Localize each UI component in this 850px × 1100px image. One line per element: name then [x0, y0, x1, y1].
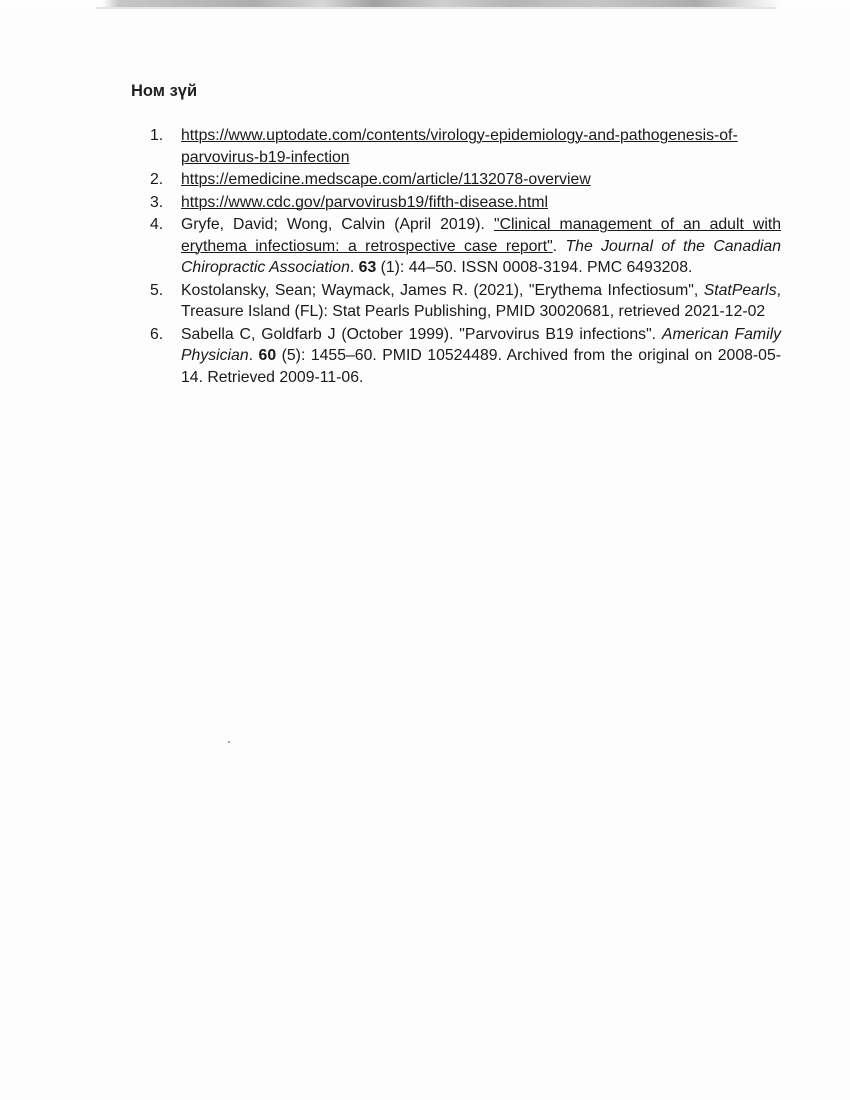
- reference-item-4: [150, 214, 781, 279]
- reference-journal: The Journal of the Canadian Chiropractic Association: [181, 237, 781, 276]
- reference-link[interactable]: https://www.uptodate.com/contents/virology-epidemiology-and-pathogenesis-of-parvovirus-b19-infection: [181, 127, 738, 166]
- reference-separator: .: [552, 237, 566, 255]
- reference-details: , Treasure Island (FL): Stat Pearls Publishing, PMID 30020681, retrieved 2021-12-02: [181, 281, 781, 320]
- reference-volume: 63: [358, 259, 377, 276]
- reference-number: 4.: [150, 216, 164, 233]
- reference-body: [181, 280, 781, 323]
- reference-body: [181, 324, 781, 389]
- reference-authors: Gryfe, David; Wong, Calvin (April 2019).: [181, 216, 494, 233]
- reference-item-2: [150, 169, 781, 191]
- reference-volume: 60: [258, 347, 277, 364]
- scan-speck: [228, 741, 230, 743]
- reference-source: StatPearls: [703, 281, 777, 299]
- reference-separator: .: [349, 259, 359, 276]
- reference-link[interactable]: https://www.cdc.gov/parvovirusb19/fifth-disease.html: [181, 193, 548, 211]
- reference-item-6: [150, 324, 781, 389]
- reference-details: (5): 1455–60. PMID 10524489. Archived from the original on 2008-05-14. Retrieved 2009-11-06.: [181, 347, 782, 386]
- reference-text: Kostolansky, Sean; Waymack, James R. (2021), "Erythema Infectiosum",: [181, 281, 704, 299]
- reference-body: [181, 192, 781, 214]
- reference-number: 1.: [150, 127, 164, 144]
- reference-item-3: [150, 192, 781, 214]
- reference-item-5: [150, 280, 781, 323]
- reference-number: 2.: [150, 171, 164, 188]
- reference-body: [181, 169, 781, 191]
- reference-body: [181, 125, 781, 168]
- reference-text: Sabella C, Goldfarb J (October 1999). "Parvovirus B19 infections".: [181, 325, 662, 343]
- reference-list: [150, 125, 781, 389]
- reference-number: 3.: [150, 193, 164, 211]
- reference-journal: American Family Physician: [181, 325, 782, 364]
- scan-edge-artifact: [0, 0, 850, 7]
- reference-body: [181, 214, 781, 279]
- reference-details: (1): 44–50. ISSN 0008-3194. PMC 6493208.: [376, 259, 693, 276]
- scan-edge-line: [96, 7, 776, 9]
- reference-item-1: [150, 125, 781, 168]
- page-title: Ном зүй: [131, 82, 198, 100]
- reference-number: 6.: [150, 325, 164, 343]
- reference-link[interactable]: https://emedicine.medscape.com/article/1132078-overview: [181, 171, 591, 188]
- reference-link[interactable]: "Clinical management of an adult with erythema infectiosum: a retrospective case report": [181, 216, 782, 255]
- reference-number: 5.: [150, 281, 164, 299]
- reference-separator: .: [248, 347, 259, 364]
